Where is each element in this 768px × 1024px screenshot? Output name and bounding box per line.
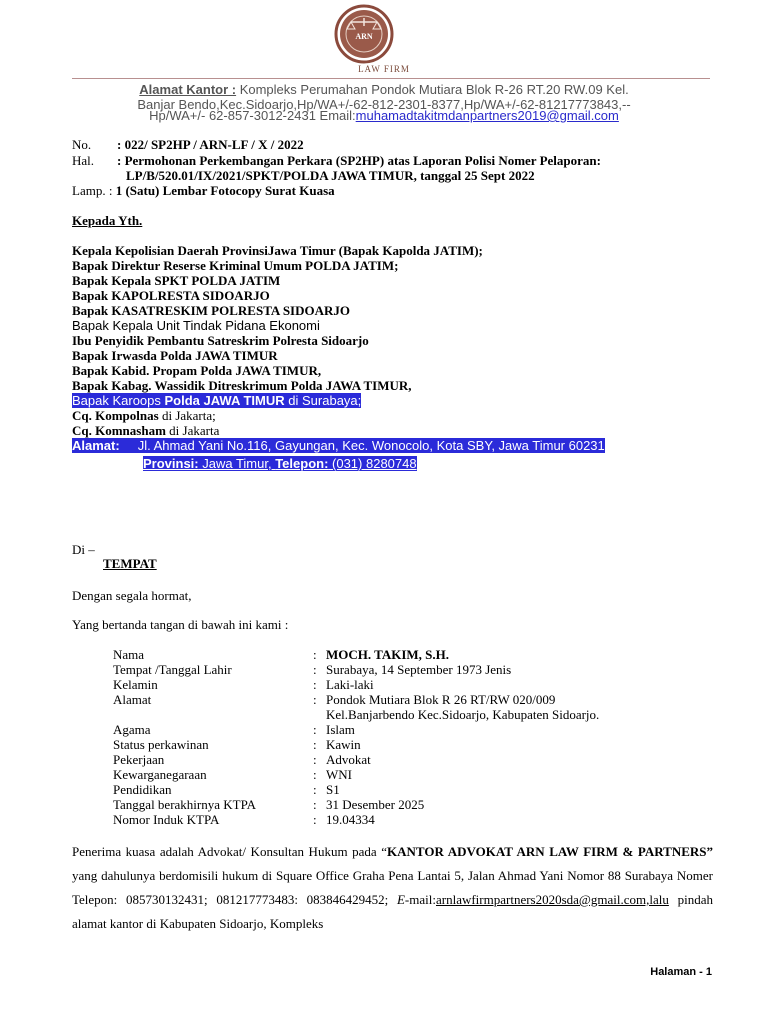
office-address-line-3: Hp/WA+/- 62-857-3012-2431 Email:muhamadtakitmdanpartners2019@gmail.com bbox=[149, 108, 619, 123]
office-address-line-2: Banjar Bendo,Kec.Sidoarjo,Hp/WA+/-62-812-2301-8377,Hp/WA+/-62-81217773843,-- bbox=[137, 97, 631, 112]
recipient-13: Cq. Komnasham di Jakarta bbox=[72, 423, 220, 438]
recipient-12: Cq. Kompolnas di Jakarta; bbox=[72, 408, 216, 423]
letter-attachment: Lamp. : 1 (Satu) Lembar Fotocopy Surat Kuasa bbox=[72, 183, 335, 198]
office-email-link[interactable]: muhamadtakitmdanpartners2019@gmail.com bbox=[355, 108, 619, 123]
recipient-3: Bapak Kepala SPKT POLDA JATIM bbox=[72, 273, 281, 288]
recipient-6: Bapak Kepala Unit Tindak Pidana Ekonomi bbox=[72, 318, 320, 333]
recipient-9: Bapak Kabid. Propam Polda JAWA TIMUR, bbox=[72, 363, 322, 378]
recipients-heading: Kepada Yth. bbox=[72, 213, 143, 228]
office-address-line-1: Alamat Kantor : Kompleks Perumahan Pondok Mutiara Blok R-26 RT.20 RW.09 Kel. bbox=[139, 82, 629, 97]
address-label: Alamat Kantor : bbox=[139, 82, 237, 97]
recipient-2: Bapak Direktur Reserse Kriminal Umum POLDA JATIM; bbox=[72, 258, 399, 273]
firm-email-link[interactable]: arnlawfirmpartners2020sda@gmail.com,lalu bbox=[435, 892, 669, 907]
recipient-4: Bapak KAPOLRESTA SIDOARJO bbox=[72, 288, 270, 303]
letter-subject-line-2: LP/B/520.01/IX/2021/SPKT/POLDA JAWA TIMUR, tanggal 25 Sept 2022 bbox=[126, 168, 535, 183]
recipient-5: Bapak KASATRESKIM POLRESTA SIDOARJO bbox=[72, 303, 351, 318]
recipient-address: Alamat: Jl. Ahmad Yani No.116, Gayungan, Kec. Wonocolo, Kota SBY, Jawa Timur 60231 bbox=[72, 438, 605, 453]
recipient-8: Bapak Irwasda Polda JAWA TIMUR bbox=[72, 348, 278, 363]
place-di: Di – bbox=[72, 542, 95, 557]
recipient-province-phone: Provinsi: Jawa Timur, Telepon: (031) 8280748 bbox=[143, 456, 417, 471]
recipient-1: Kepala Kepolisian Daerah ProvinsiJawa Timur (Bapak Kapolda JATIM); bbox=[72, 243, 483, 258]
closing-paragraph: Penerima kuasa adalah Advokat/ Konsultan Hukum pada “KANTOR ADVOKAT ARN LAW FIRM & PARTNERS” yang dahulunya berdomisili hukum di Square Office Graha Pena Lantai 5, Jalan Ahmad Yani Nomor 88 Surabaya Nomer Telepon: 085730132431; 081217773483: 083846429452; E-mail:arnlawfirmpartners2020sda@gmail.com,lalu pindah alamat kantor di Kabupaten Sidoarjo, Kompleks bbox=[72, 844, 714, 931]
header-divider bbox=[72, 78, 710, 79]
page-number: Halaman - 1 bbox=[650, 966, 712, 978]
letter-number: No. : 022/ SP2HP / ARN-LF / X / 2022 bbox=[72, 137, 304, 152]
law-firm-label: LAW FIRM bbox=[358, 64, 410, 74]
logo-text: ARN bbox=[355, 32, 373, 41]
place-tempat: TEMPAT bbox=[103, 556, 157, 571]
intro-text: Yang bertanda tangan di bawah ini kami : bbox=[72, 617, 289, 632]
recipient-11: Bapak Karoops Polda JAWA TIMUR di Surabaya; bbox=[72, 393, 362, 408]
letter-subject: Hal. : Permohonan Perkembangan Perkara (SP2HP) atas Laporan Polisi Nomer Pelaporan: bbox=[72, 153, 601, 168]
firm-logo-icon bbox=[331, 4, 397, 64]
recipient-10: Bapak Kabag. Wassidik Ditreskrimum Polda JAWA TIMUR, bbox=[72, 378, 412, 393]
recipient-7: Ibu Penyidik Pembantu Satreskrim Polresta Sidoarjo bbox=[72, 333, 369, 348]
greeting: Dengan segala hormat, bbox=[72, 588, 192, 603]
